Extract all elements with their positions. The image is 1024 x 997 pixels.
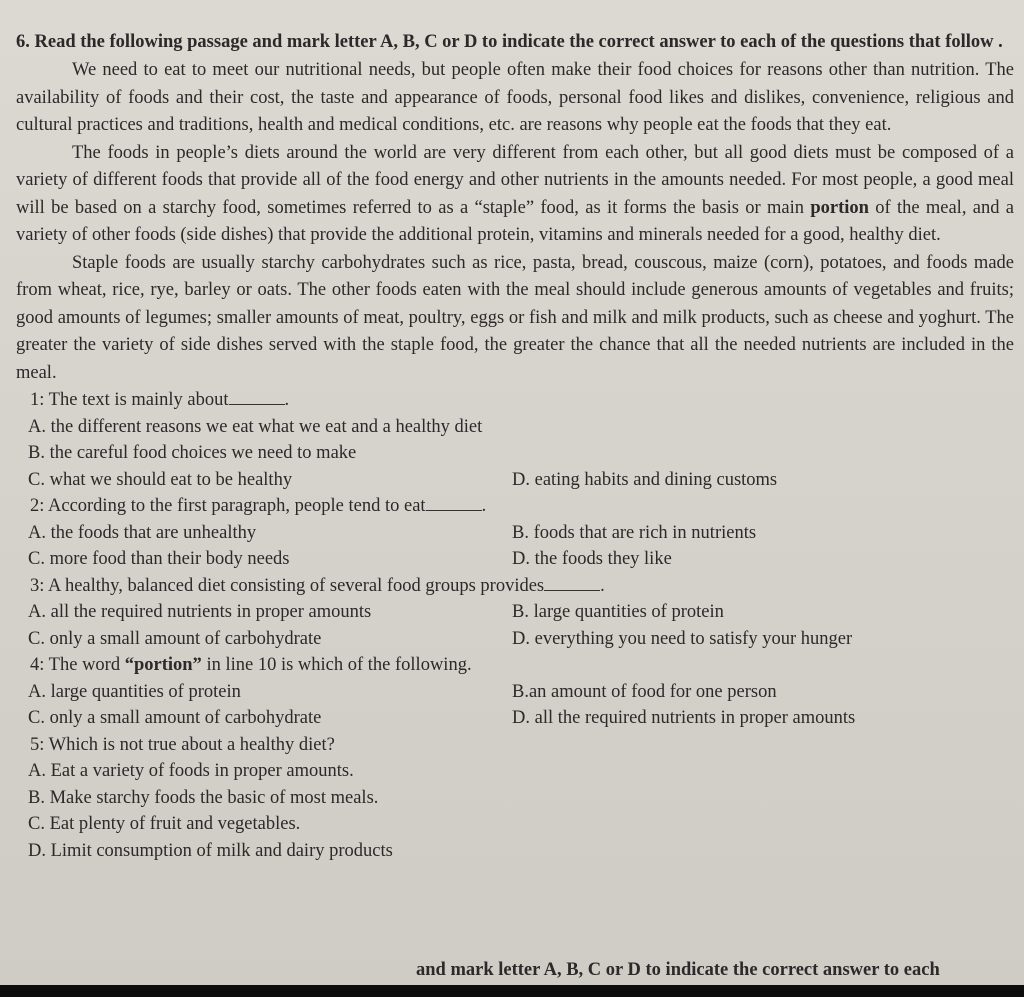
- question-3-option-b[interactable]: B. large quantities of protein: [512, 602, 724, 622]
- question-4-options: [16, 679, 1014, 732]
- question-5-option-d[interactable]: D. Limit consumption of milk and dairy products: [28, 840, 393, 861]
- question-4-stem-after: in line 10 is which of the following.: [201, 655, 472, 675]
- question-2: [16, 493, 1014, 520]
- question-1-options: [16, 414, 1014, 494]
- paragraph-3-text: Staple foods are usually starchy carbohydrates such as rice, pasta, bread, couscous, maize (corn), potatoes, and foods made from wheat, rice, rye, barley or oats. The other foods eaten with the meal should include generous amounts of vegetables and fruits; good amounts of legumes; smaller amounts of meat, poultry, eggs or fish and milk and milk products, such as cheese and yoghurt. The greater the variety of side dishes served with the staple food, the greater the chance that all the needed nutrients are included in the meal.: [16, 252, 1014, 383]
- exercise-content: [16, 28, 1014, 864]
- question-1-blank: [229, 390, 285, 405]
- next-exercise-cutoff-line: [0, 960, 1024, 981]
- question-2-end: .: [481, 496, 487, 516]
- passage-paragraph-1: [16, 57, 1014, 140]
- question-5-option-a[interactable]: A. Eat a variety of foods in proper amounts.: [28, 761, 354, 781]
- question-2-blank: [426, 496, 482, 511]
- question-5-stem: 5: Which is not true about a healthy diet?: [30, 734, 335, 755]
- passage-paragraph-3: [16, 250, 1014, 388]
- paragraph-2-bold-word: portion: [810, 197, 869, 218]
- question-3-end: .: [600, 575, 605, 596]
- question-4-stem-before: 4: The word: [30, 655, 125, 675]
- question-5: [16, 732, 1014, 759]
- question-4-option-b[interactable]: B.an amount of food for one person: [512, 681, 777, 702]
- question-4-option-a[interactable]: A. large quantities of protein: [28, 681, 241, 702]
- question-3-stem: 3: A healthy, balanced diet consisting of several food groups provides: [30, 575, 545, 596]
- question-1-option-c[interactable]: C. what we should eat to be healthy: [28, 469, 293, 490]
- question-4: [16, 652, 1014, 679]
- question-1-option-d[interactable]: D. eating habits and dining customs: [512, 469, 778, 490]
- question-3-blank: [544, 576, 600, 591]
- question-2-option-d[interactable]: D. the foods they like: [512, 549, 672, 569]
- question-4-option-c[interactable]: C. only a small amount of carbohydrate: [28, 708, 322, 728]
- question-4-option-d[interactable]: D. all the required nutrients in proper amounts: [512, 708, 856, 728]
- cutoff-line-text: and mark letter A, B, C or D to indicate the correct answer to each: [416, 960, 940, 980]
- question-2-stem: 2: According to the first paragraph, people tend to eat: [30, 496, 426, 516]
- paragraph-1-text: We need to eat to meet our nutritional needs, but people often make their food choices for reasons other than nutrition. The availability of foods and their cost, the taste and appearance of foods, personal food likes and dislikes, convenience, religious and cultural practices and traditions, health and medical conditions, etc. are reasons why people eat the foods that they eat.: [16, 60, 1014, 135]
- exercise-heading: 6. Read the following passage and mark letter A, B, C or D to indicate the correct answer to each of the questions that follow .: [16, 32, 1003, 52]
- question-3: [16, 573, 1014, 600]
- question-3-option-c[interactable]: C. only a small amount of carbohydrate: [28, 628, 322, 649]
- question-1: [16, 387, 1014, 414]
- question-1-option-b[interactable]: B. the careful food choices we need to make: [28, 443, 357, 463]
- passage-paragraph-2: [16, 140, 1014, 250]
- question-3-option-d[interactable]: D. everything you need to satisfy your hunger: [512, 628, 853, 649]
- paragraph-2-text-after: of the meal, and a variety of other foods (side dishes) that provide the additional protein, vitamins and minerals needed for a good, healthy diet.: [16, 197, 1014, 245]
- question-2-options: [16, 520, 1014, 573]
- question-1-stem: 1: The text is mainly about: [30, 390, 229, 410]
- question-2-option-b[interactable]: B. foods that are rich in nutrients: [512, 522, 757, 543]
- question-1-option-a[interactable]: A. the different reasons we eat what we eat and a healthy diet: [28, 416, 483, 437]
- bottom-edge: [0, 985, 1024, 997]
- question-3-options: [16, 599, 1014, 652]
- question-4-stem-bold: “portion”: [124, 655, 202, 675]
- question-5-options: [16, 758, 1014, 864]
- question-5-option-b[interactable]: B. Make starchy foods the basic of most meals.: [28, 787, 379, 808]
- question-2-option-c[interactable]: C. more food than their body needs: [28, 549, 290, 569]
- question-1-end: .: [284, 390, 290, 410]
- question-2-option-a[interactable]: A. the foods that are unhealthy: [28, 522, 257, 543]
- question-3-option-a[interactable]: A. all the required nutrients in proper amounts: [28, 602, 372, 622]
- question-5-option-c[interactable]: C. Eat plenty of fruit and vegetables.: [28, 814, 301, 834]
- paragraph-2-text-before: The foods in people’s diets around the world are very different from each other, but all good diets must be composed of a variety of different foods that provide all of the food energy and other nutrients in the amounts needed. For most people, a good meal will be based on a starchy food, sometimes referred to as a “staple” food, as it forms the basis or main: [16, 142, 1014, 218]
